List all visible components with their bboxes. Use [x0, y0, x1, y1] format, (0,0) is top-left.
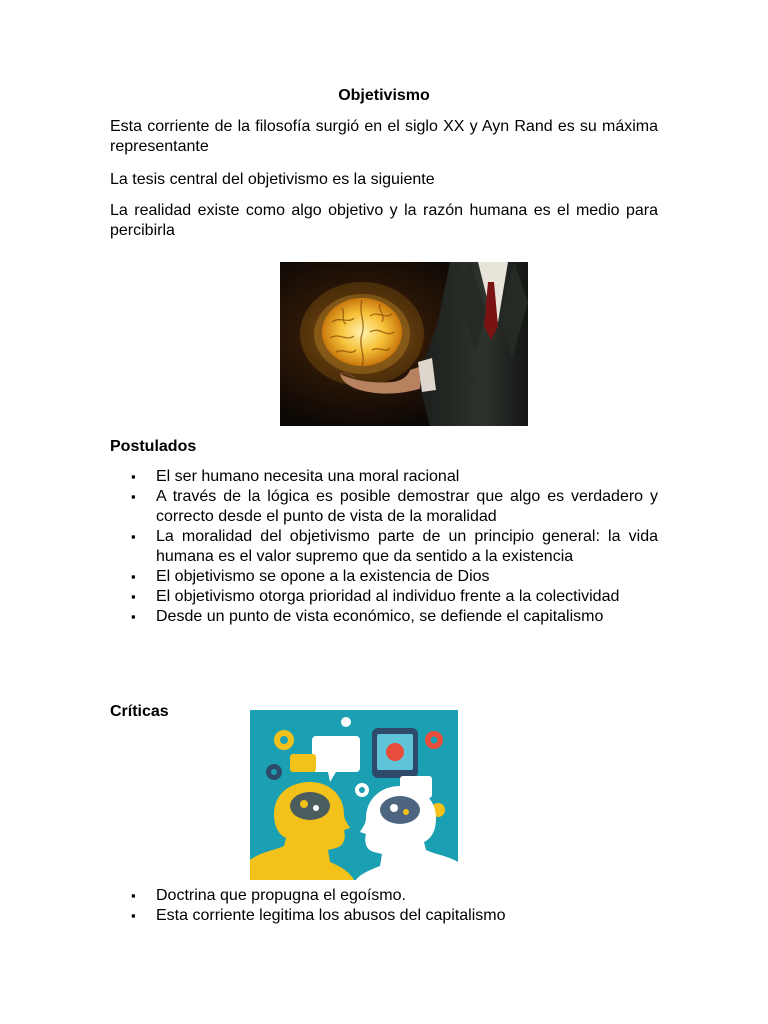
- intro-paragraph-2: La tesis central del objetivismo es la siguiente: [110, 171, 435, 188]
- intro-paragraph-3: La realidad existe como algo objetivo y la razón humana es el medio para percibirla: [110, 202, 658, 239]
- list-item: ▪ Esta corriente legitima los abusos del capitalismo: [131, 907, 506, 924]
- list-item: ▪ Doctrina que propugna el egoísmo.: [131, 887, 406, 904]
- section-heading-postulados: Postulados: [110, 438, 197, 455]
- postulados-list: [110, 467, 658, 627]
- ideas-heads-graphic: [250, 710, 458, 880]
- list-item: ▪ La moralidad del objetivismo parte de un principio general: la vida humana es el valor supremo que da sentido a la existencia: [131, 528, 658, 565]
- glowing-brain-photo: [280, 262, 528, 426]
- bullet-square-icon: ▪: [131, 489, 136, 504]
- two-heads-ideas-illustration: [250, 710, 458, 880]
- glowing-brain-illustration: [280, 262, 528, 426]
- bullet-square-icon: ▪: [131, 589, 136, 604]
- bullet-square-icon: ▪: [131, 569, 136, 584]
- criticas-list: [110, 886, 658, 926]
- bullet-square-icon: ▪: [131, 908, 136, 923]
- list-item: ▪ El objetivismo se opone a la existencia de Dios: [131, 568, 490, 585]
- page-title: Objetivismo: [338, 87, 430, 104]
- list-item: ▪ El objetivismo otorga prioridad al individuo frente a la colectividad: [131, 588, 620, 605]
- intro-paragraph-1: Esta corriente de la filosofía surgió en el siglo XX y Ayn Rand es su máxima representante: [110, 118, 658, 155]
- list-item: ▪ El ser humano necesita una moral racional: [131, 468, 460, 485]
- section-heading-criticas: Críticas: [110, 703, 169, 720]
- bullet-square-icon: ▪: [131, 469, 136, 484]
- list-item: ▪ A través de la lógica es posible demostrar que algo es verdadero y correcto desde el punto de vista de la moralidad: [131, 488, 658, 525]
- bullet-square-icon: ▪: [131, 609, 136, 624]
- list-item: ▪ Desde un punto de vista económico, se defiende el capitalismo: [131, 608, 604, 625]
- bullet-square-icon: ▪: [131, 888, 136, 903]
- bullet-square-icon: ▪: [131, 529, 136, 544]
